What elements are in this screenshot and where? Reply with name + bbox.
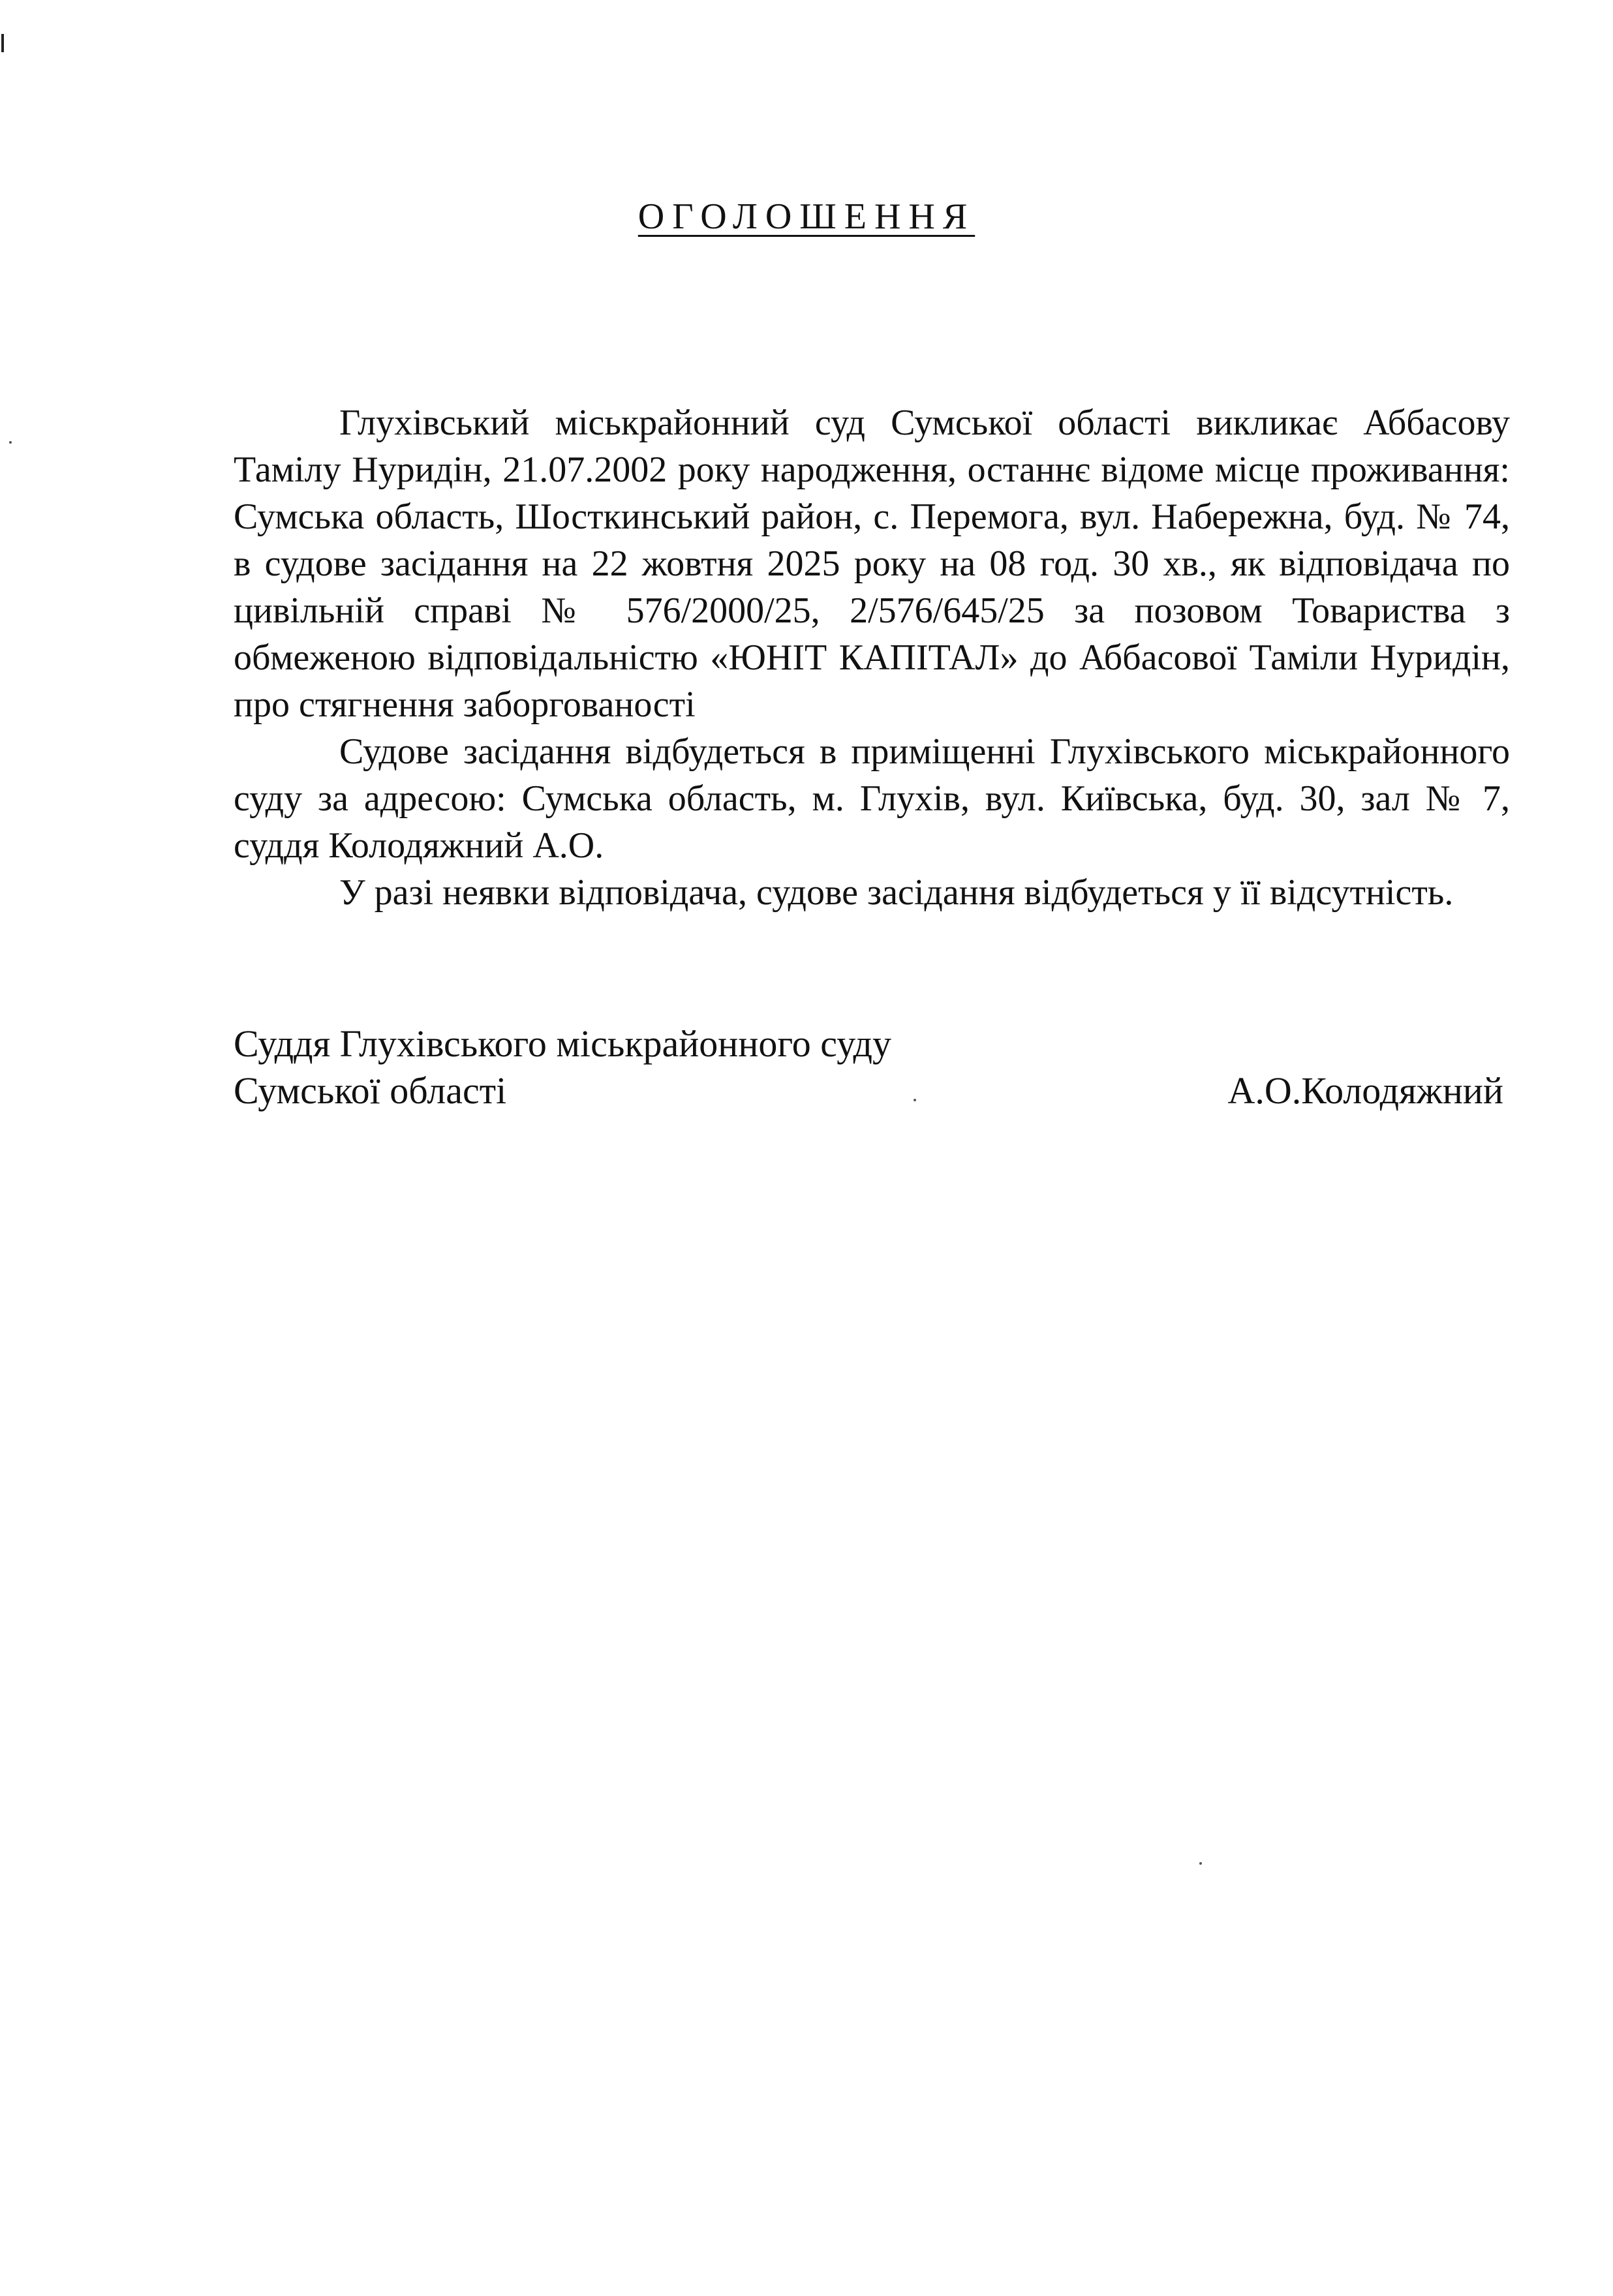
signature-row-2: [234, 1067, 1503, 1114]
document-body: [234, 399, 1510, 916]
judge-position-line2: Сумської області: [234, 1069, 507, 1112]
signature-block: [234, 1020, 1503, 1114]
judge-name: А.О.Колодяжний: [1227, 1069, 1503, 1112]
document-title: ОГОЛОШЕННЯ: [638, 196, 975, 237]
paragraph-absence-notice: У разі неявки відповідача, судове засідання відбудеться у її відсутність.: [339, 872, 1454, 913]
scan-speck: [9, 441, 12, 444]
scan-edge-mark: [1, 34, 4, 52]
scan-speck: [1199, 1862, 1202, 1865]
judge-position-line1: Суддя Глухівського міськрайонного суду: [234, 1022, 892, 1065]
paragraph-summons: Глухівський міськрайонний суд Сумської області викликає Аббасову Тамілу Нуридін, 21.07.2002 року народження, останнє відоме місце проживання: Сумська область, Шосткинський район, с. Перемога, вул. Набережна, буд. № 74, в судове засідання на 22 жовтня 2025 року на 08 год. 30 хв., як відповідача по цивільній справі № 576/2000/25, 2/576/645/25 за позовом Товариства з обмеженою відповідальністю «ЮНІТ КАПІТАЛ» до Аббасової Таміли Нуридін, про стягнення заборгованості: [234, 403, 1510, 725]
paragraph-hearing-location: Судове засідання відбудеться в приміщенні Глухівського міськрайонного суду за адресою: Сумська область, м. Глухів, вул. Київська, буд. 30, зал № 7, суддя Колодяжний А.О.: [234, 731, 1510, 866]
signature-row-1: [234, 1020, 1503, 1067]
